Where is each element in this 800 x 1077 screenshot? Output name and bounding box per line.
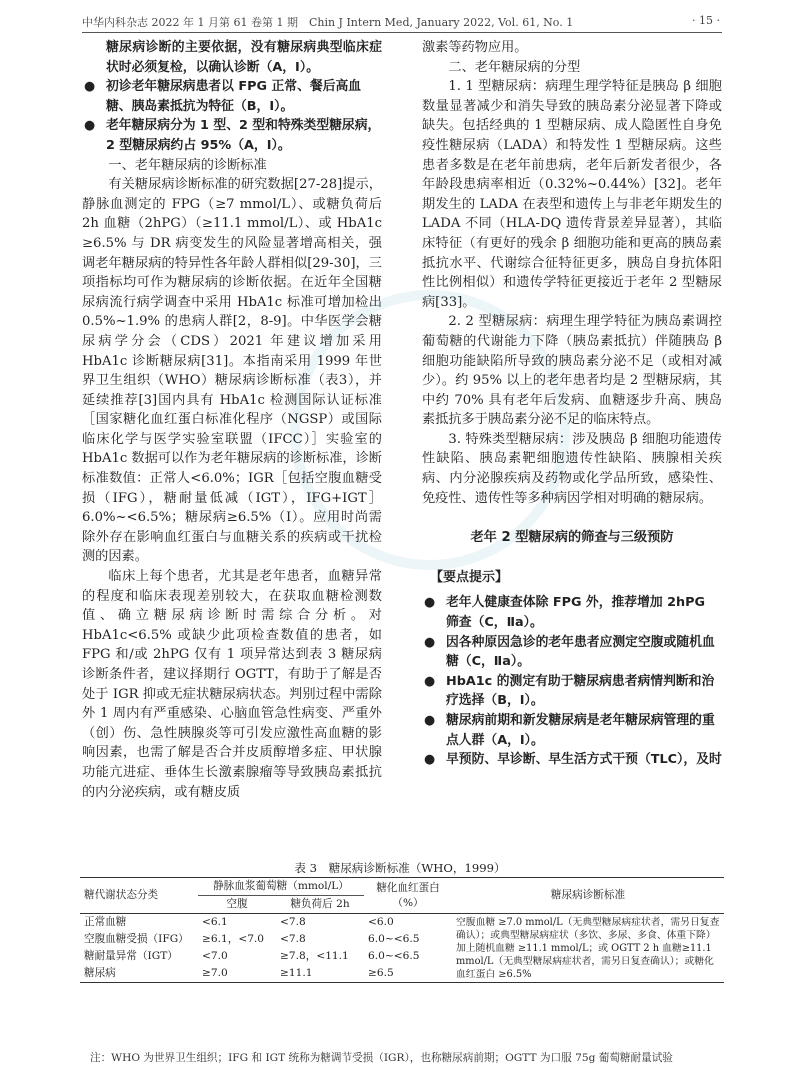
cell-fasting: <6.1 [202,916,228,928]
col-header-hba1c: 糖化血红蛋白（%） [376,881,440,909]
bullet-item [422,593,722,632]
cell-2h: <7.8 [280,933,306,945]
bullet-text: 初诊老年糖尿病患者以 FPG 正常、餐后高血糖、胰岛素抵抗为特征（B，Ⅰ）。 [106,79,362,114]
table-note: 注：WHO 为世界卫生组织；IFG 和 IGT 统称为糖调节受损（IGR），也称糖尿病前期；OGTT 为口服 75g 葡萄糖耐量试验 [90,1052,673,1064]
bullet-item [82,77,382,116]
bullet-text: HbA1c 的测定有助于糖尿病患者病情判断和治疗选择（B，Ⅰ）。 [446,673,715,709]
paragraph: 1. 1 型糖尿病：病理生理学特征是胰岛 β 细胞数量显著减少和消失导致的胰岛素分泌显著下降或缺失。包括经典的 1 型糖尿病、成人隐匿性自身免疫性糖尿病（LADA）和特发性 1 型糖尿病。这些患者多数是在老年前患病，老年后新发者很少，各年龄段患病率相近（0.32%~0.44%）[32]。老年期发生的 LADA 在表型和遗传上与非老年期发生的 LADA 不同（HLA-DQ 遗传背景差异显著），其临床特征（有更好的残余 β 细胞功能和更高的胰岛素抵抗水平、代谢综合征特征更多，胰岛自身抗体阳性比例相似）和遗传学特征更接近于老年 2 型糖尿病[33]。 [422,79,722,310]
subheading: 二、老年糖尿病的分型 [448,59,581,75]
cell-hba1c: 6.0~<6.5 [368,950,420,962]
cell-fasting: ≥7.0 [202,967,228,979]
col-header-state: 糖代谢状态分类 [84,889,159,901]
left-column [82,38,382,802]
bullet-item [422,672,722,711]
col-header-vpg: 静脉血浆葡萄糖（mmol/L） [198,878,364,896]
cell-state: 糖耐量异常（IGT） [84,950,178,962]
subheading: 一、老年糖尿病的诊断标准 [108,157,267,173]
paragraph: 3. 特殊类型糖尿病：涉及胰岛 β 细胞功能遗传性缺陷、胰岛素靶细胞遗传性缺陷、胰腺相关疾病、内分泌腺疾病及药物或化学品所致，感染性、免疫性、遗传性等多种病因学相对明确的糖尿病。 [422,431,722,506]
paragraph: 有关糖尿病诊断标准的研究数据[27-28]提示，静脉血测定的 FPG（≥7 mmol/L）、或糖负荷后 2h 血糖（2hPG）（≥11.1 mmol/L）、或 HbA1c ≥6.5% 与 DR 病变发生的风险显著增高相关，强调老年糖尿病的特异性各年龄人群相似[29-30]，三项指标均可作为糖尿病的诊断依据。在近年全国糖尿病流行病学调查中采用 HbA1c 标准可增加检出 0.5%~1.9% 的患病人群[2，8-9]。中华医学会糖尿病学分会（CDS）2021 年建议增加采用 HbA1c 诊断糖尿病[31]。本指南采用 1999 年世界卫生组织（WHO）糖尿病诊断标准（表3），并延续推荐[3]国内具有 HbA1c 检测国际认证标准［国家糖化血红蛋白标准化程序（NGSP）或国际临床化学与医学实验室联盟（IFCC）］实验室的 HbA1c 数据可以作为老年糖尿病的诊断标准，诊断标准数值：正常人<6.0%；IGR［包括空腹血糖受损（IFG），糖耐量低减（IGT），IFG+IGT］6.0%~<6.5%；糖尿病≥6.5%（Ⅰ）。应用时尚需除外存在影响血红蛋白与血糖关系的疾病或干扰检测的因素。 [82,177,382,565]
col-header-criteria: 糖尿病诊断标准 [550,889,626,901]
paragraph: 激素等药物应用。 [422,40,528,55]
cell-2h: ≥11.1 [280,967,313,979]
key-points-heading: 【要点提示】 [430,569,509,585]
bullet-text: 早预防、早诊断、早生活方式干预（TLC），及时 [446,752,722,768]
table-title: 表 3 糖尿病诊断标准（WHO，1999） [294,861,506,875]
cell-2h: ≥7.8，<11.1 [280,950,349,962]
bullet-dot-icon: ● [424,634,436,650]
bullet-text: 老年人健康查体除 FPG 外，推荐增加 2hPG 筛查（C，Ⅱa）。 [446,595,706,631]
bullet-dot-icon: ● [84,118,96,134]
paragraph: 临床上每个患者，尤其是老年患者，血糖异常的程度和临床表现差别较大，在获取血糖检测数值、确立糖尿病诊断时需综合分析。对 HbA1c<6.5% 或缺少此项检查数值的患者，如 FPG 和/或 2hPG 仅有 1 项异常达到表 3 糖尿病诊断条件者，建议择期行 OGTT，有助于了解是否处于 IGR 抑或无症状糖尿病状态。判别过程中需除外 1 周内有严重感染、心脑血管急性病变、严重外（创）伤、急性胰腺炎等可引发应激性高血糖的影响因素，也需了解是否合并皮质醇增多症、甲状腺功能亢进症、垂体生长激素腺瘤等导致胰岛素抵抗的内分泌疾病，或有糖皮质 [82,569,382,800]
right-column [422,38,722,770]
cell-state: 正常血糖 [84,916,127,928]
cell-state: 空腹血糖受损（IFG） [84,933,189,945]
cell-fasting: <7.0 [202,950,228,962]
bullet-text: 糖尿病前期和新发糖尿病是老年糖尿病管理的重点人群（A，Ⅰ）。 [446,713,715,748]
bullet-text: 老年糖尿病分为 1 型、2 型和特殊类型糖尿病，2 型糖尿病约占 95%（A，Ⅰ）。 [106,118,381,153]
bullet-item [422,711,722,750]
bullet-dot-icon: ● [424,752,436,768]
cell-fasting: ≥6.1，<7.0 [202,933,265,945]
col-header-fasting: 空腹 [226,898,248,910]
cell-hba1c: <6.0 [368,916,394,928]
diagnosis-table [80,877,724,983]
header-rule [82,32,722,33]
bullet-dot-icon: ● [84,79,96,95]
bullet-dot-icon: ● [424,673,436,689]
cell-hba1c: 6.0~<6.5 [368,933,420,945]
bullet-item [422,750,722,770]
bullet-item [422,633,722,672]
cell-state: 糖尿病 [84,967,116,979]
table-header-row [80,878,724,896]
table-row [80,914,724,932]
section-title: 老年 2 型糖尿病的筛查与三级预防 [470,530,674,546]
bullet-text: 因各种原因急诊的老年患者应测定空腹或随机血糖（C，Ⅱa）。 [446,634,715,670]
cell-criteria: 空腹血糖 ≥7.0 mmol/L（无典型糖尿病症状者，需另日复查确认）；或典型糖尿病症状（多饮、多尿、多食、体重下降）加上随机血糖 ≥11.1 mmol/L；或 OGTT 2 h 血糖≥11.1 mmol/L（无典型糖尿病症状者，需另日复查确认）；或糖化血红蛋白 ≥6.5% [456,916,720,980]
continued-bullet-text: 糖尿病诊断的主要依据，没有糖尿病典型临床症状时必须复检，以确认诊断（A，Ⅰ）。 [106,40,382,75]
paragraph: 2. 2 型糖尿病：病理生理学特征为胰岛素调控葡萄糖的代谢能力下降（胰岛素抵抗）伴随胰岛 β 细胞功能缺陷所导致的胰岛素分泌不足（或相对减少）。约 95% 以上的老年患者均是 2 型糖尿病，其中约 70% 具有老年后发病、血糖逐步升高、胰岛素抵抗多于胰岛素分泌不足的临床特点。 [422,314,722,428]
cell-hba1c: ≥6.5 [368,967,394,979]
cell-2h: <7.8 [280,916,306,928]
running-header: 中华内科杂志 2022 年 1 月第 61 卷第 1 期 Chin J Intern Med, January 2022, Vol. 61, No. 1 [82,16,574,29]
bullet-dot-icon: ● [424,595,436,611]
page-number: · 15 · [692,14,720,27]
col-header-2h: 糖负荷后 2h [290,898,350,910]
bullet-dot-icon: ● [424,713,436,728]
bullet-item [82,116,382,155]
